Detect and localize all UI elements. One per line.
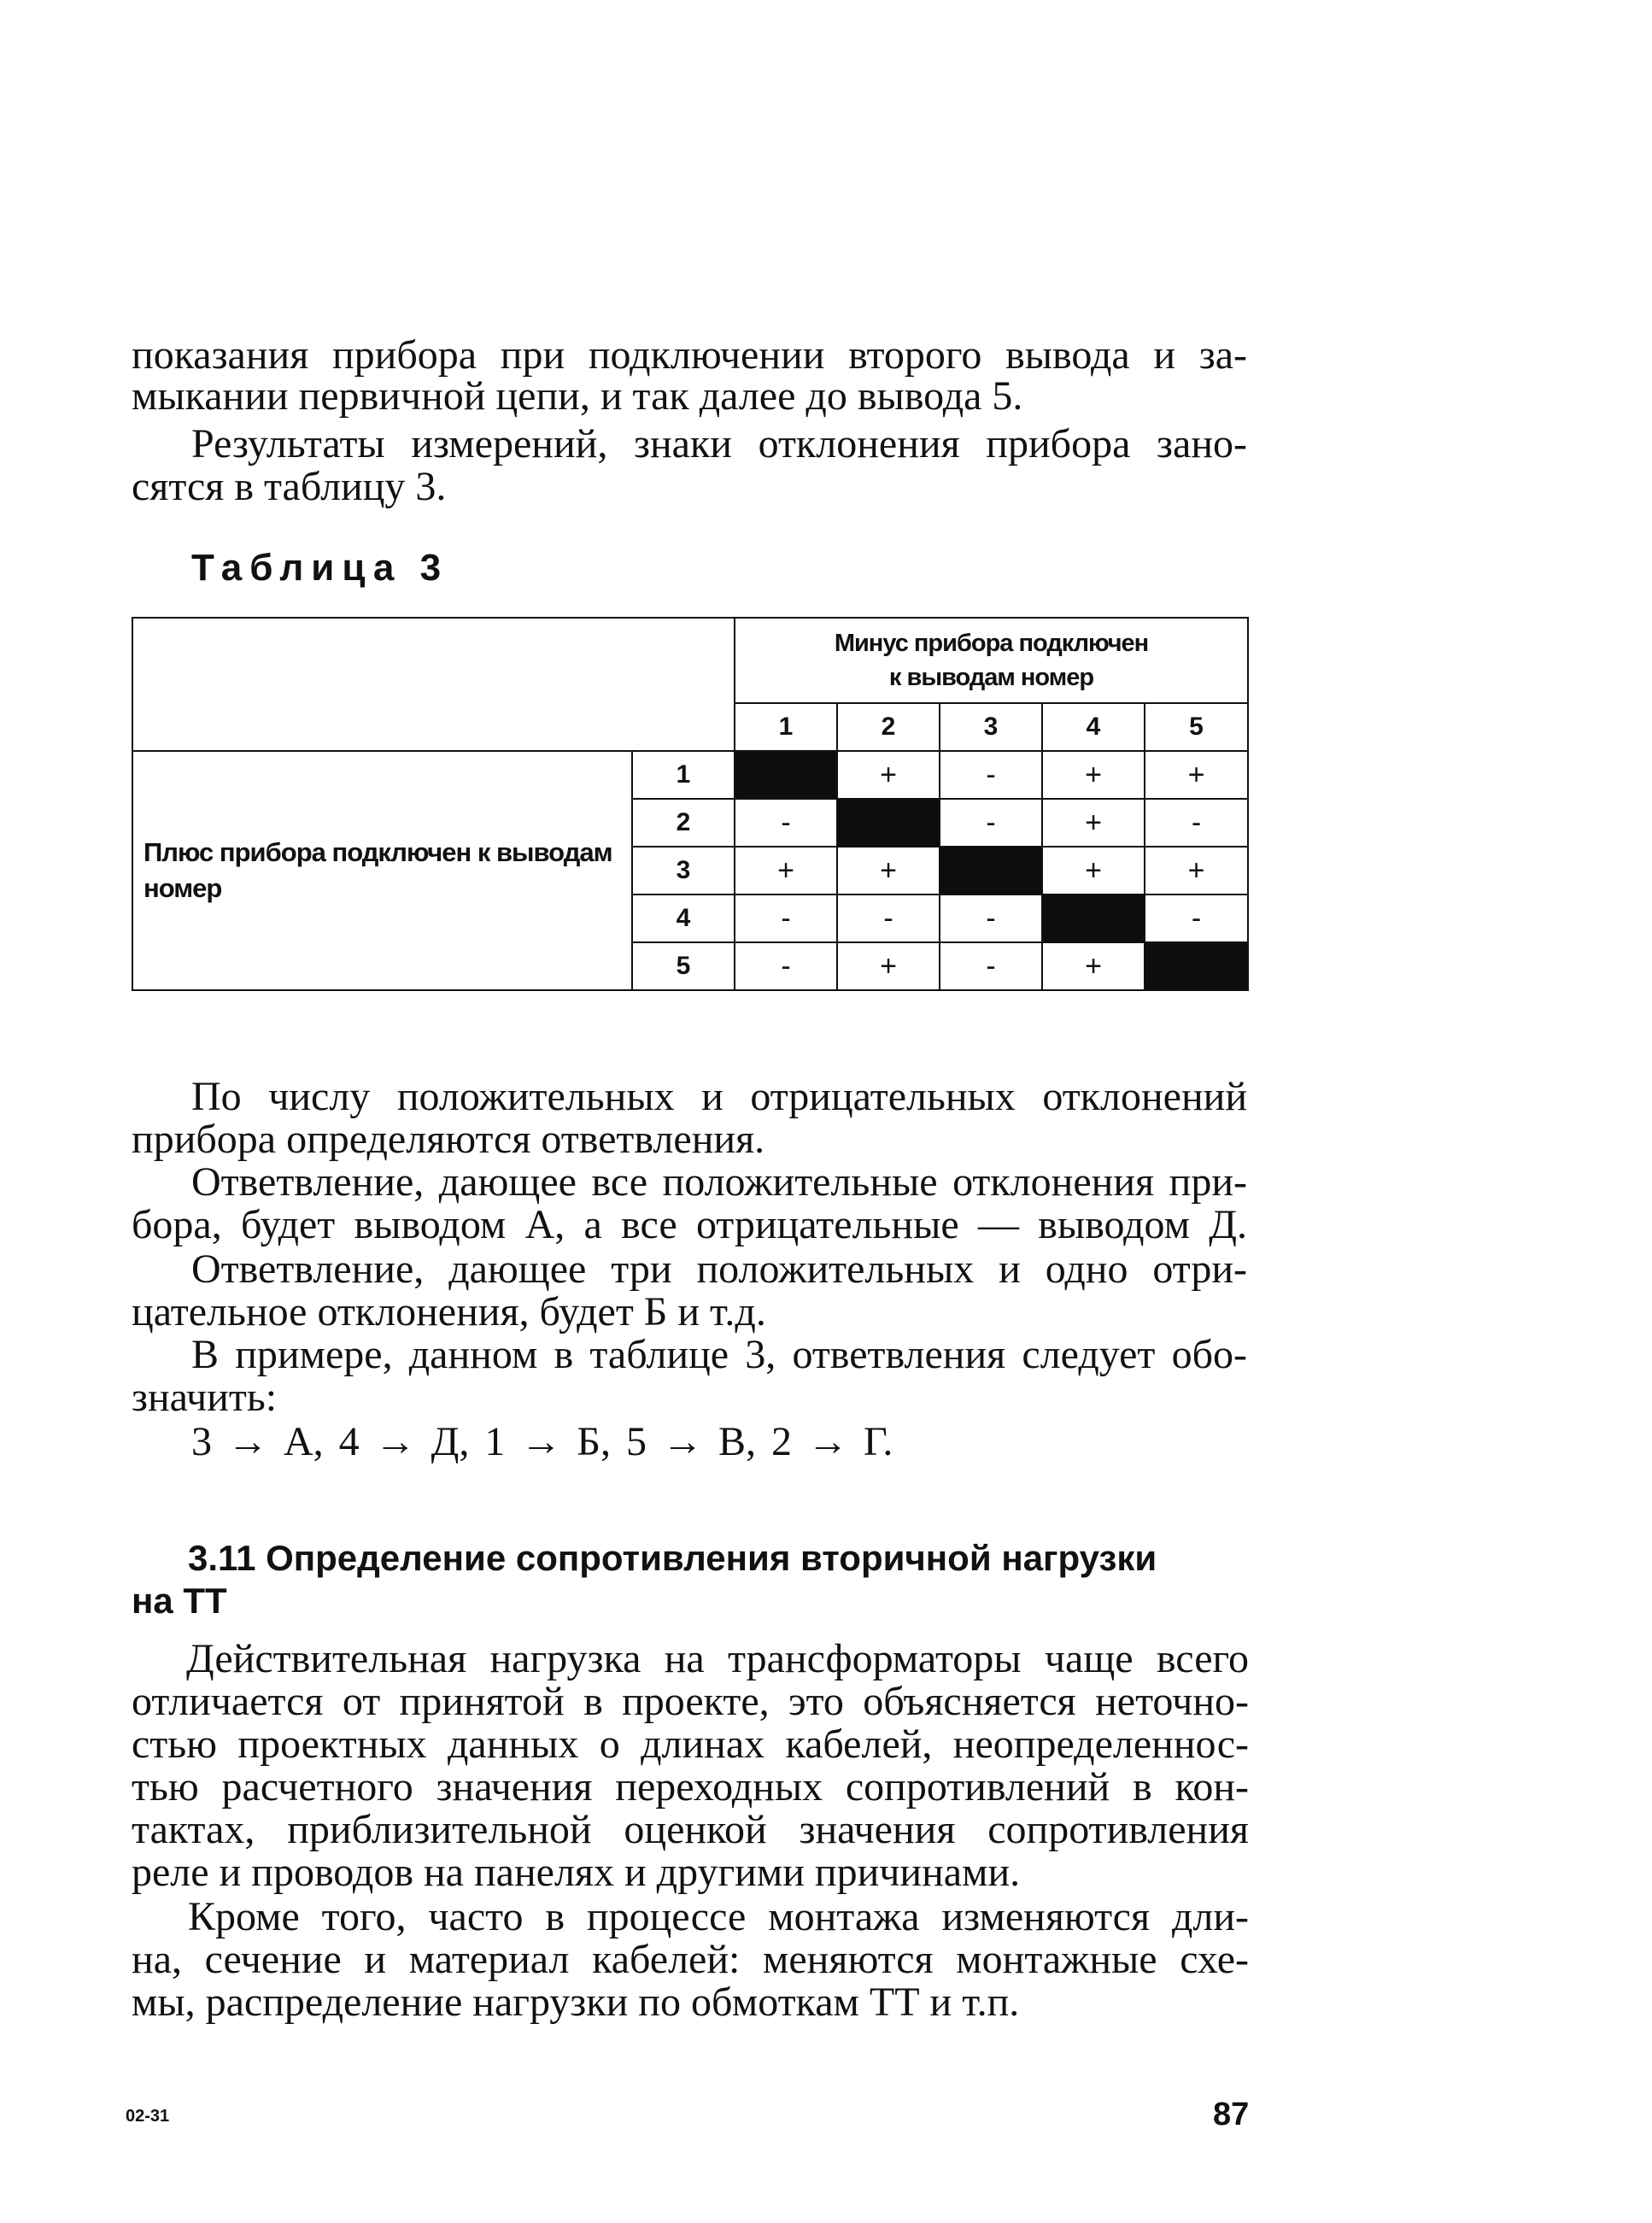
sign-cell: - [1145, 799, 1248, 847]
sign-cell: - [837, 894, 940, 942]
sign-cell: + [837, 751, 940, 799]
text-line: По числу положительных и отрицательных отклонений [191, 1074, 1247, 1119]
section-heading: на ТТ [132, 1581, 227, 1621]
sign-cell: - [735, 894, 837, 942]
footer-code: 02-31 [126, 2107, 170, 2126]
text-line: В примере, данном в таблице 3, ответвления следует обо- [191, 1332, 1247, 1377]
text-line: Результаты измерений, знаки отклонения прибора зано- [191, 421, 1247, 466]
column-number: 1 [735, 703, 837, 751]
row-label-line: номер [144, 873, 222, 903]
text-line: стью проектных данных о длинах кабелей, неопределеннос- [132, 1722, 1249, 1767]
table-corner-cell [132, 618, 735, 751]
row-label-plus [132, 751, 632, 990]
diagonal-black-cell [1145, 942, 1248, 990]
text-line: Ответвление, дающее все положительные отклонения при- [191, 1159, 1247, 1205]
sign-cell: - [940, 894, 1042, 942]
measurement-table [132, 617, 1249, 991]
text-line: мыкании первичной цепи, и так далее до вывода 5. [132, 373, 1023, 419]
mapping-line: 3 → А, 4 → Д, 1 → Б, 5 → В, 2 → Г. [191, 1419, 893, 1464]
text-line: Кроме того, часто в процессе монтажа изменяются дли- [188, 1894, 1249, 1939]
text-line: мы, распределение нагрузки по обмоткам ТТ и т.п. [132, 1980, 1020, 2025]
table-caption: Таблица 3 [191, 547, 449, 589]
diagonal-black-cell [735, 751, 837, 799]
row-number: 5 [632, 942, 735, 990]
sign-cell: - [940, 942, 1042, 990]
text-line: бора, будет выводом А, а все отрицательные — выводом Д. [132, 1202, 1247, 1247]
column-number: 2 [837, 703, 940, 751]
row-number: 3 [632, 847, 735, 894]
sign-cell: + [837, 942, 940, 990]
sign-cell: - [1145, 894, 1248, 942]
sign-cell: + [735, 847, 837, 894]
diagonal-black-cell [1042, 894, 1145, 942]
sign-cell: + [1042, 942, 1145, 990]
sign-cell: + [1145, 751, 1248, 799]
sign-cell: + [1042, 847, 1145, 894]
sign-cell: + [1145, 847, 1248, 894]
column-number: 3 [940, 703, 1042, 751]
header-minus-line: Минус прибора подключен [834, 630, 1149, 657]
text-line: цательное отклонения, будет Б и т.д. [132, 1289, 766, 1334]
sign-cell: + [837, 847, 940, 894]
text-line: показания прибора при подключении второго вывода и за- [132, 332, 1247, 378]
text-line: сятся в таблицу 3. [132, 464, 447, 509]
row-label-line: Плюс прибора подключен к выводам [144, 837, 612, 867]
section-heading: 3.11 Определение сопротивления вторичной нагрузки [188, 1538, 1157, 1578]
sign-cell: - [735, 942, 837, 990]
sign-cell: + [1042, 751, 1145, 799]
text-line: тактах, приблизительной оценкой значения сопротивления [132, 1807, 1249, 1852]
row-number: 4 [632, 894, 735, 942]
text-line: прибора определяются ответвления. [132, 1117, 765, 1162]
page-number: 87 [1213, 2097, 1250, 2132]
header-minus [735, 618, 1248, 703]
text-line: реле и проводов на панелях и другими причинами. [132, 1850, 1021, 1895]
diagonal-black-cell [940, 847, 1042, 894]
diagonal-black-cell [837, 799, 940, 847]
sign-cell: - [940, 799, 1042, 847]
text-line: Действительная нагрузка на трансформаторы чаще всего [186, 1636, 1249, 1681]
text-line: отличается от принятой в проекте, это объясняется неточно- [132, 1679, 1249, 1724]
header-minus-line: к выводам номер [888, 664, 1094, 691]
text-line: на, сечение и материал кабелей: меняются монтажные схе- [132, 1937, 1249, 1982]
column-number: 4 [1042, 703, 1145, 751]
sign-cell: - [940, 751, 1042, 799]
text-line: тью расчетного значения переходных сопротивлений в кон- [132, 1764, 1249, 1809]
row-number: 2 [632, 799, 735, 847]
sign-cell: - [735, 799, 837, 847]
text-line: Ответвление, дающее три положительных и одно отри- [191, 1246, 1247, 1292]
sign-cell: + [1042, 799, 1145, 847]
column-number: 5 [1145, 703, 1248, 751]
text-line: значить: [132, 1375, 278, 1420]
row-number: 1 [632, 751, 735, 799]
